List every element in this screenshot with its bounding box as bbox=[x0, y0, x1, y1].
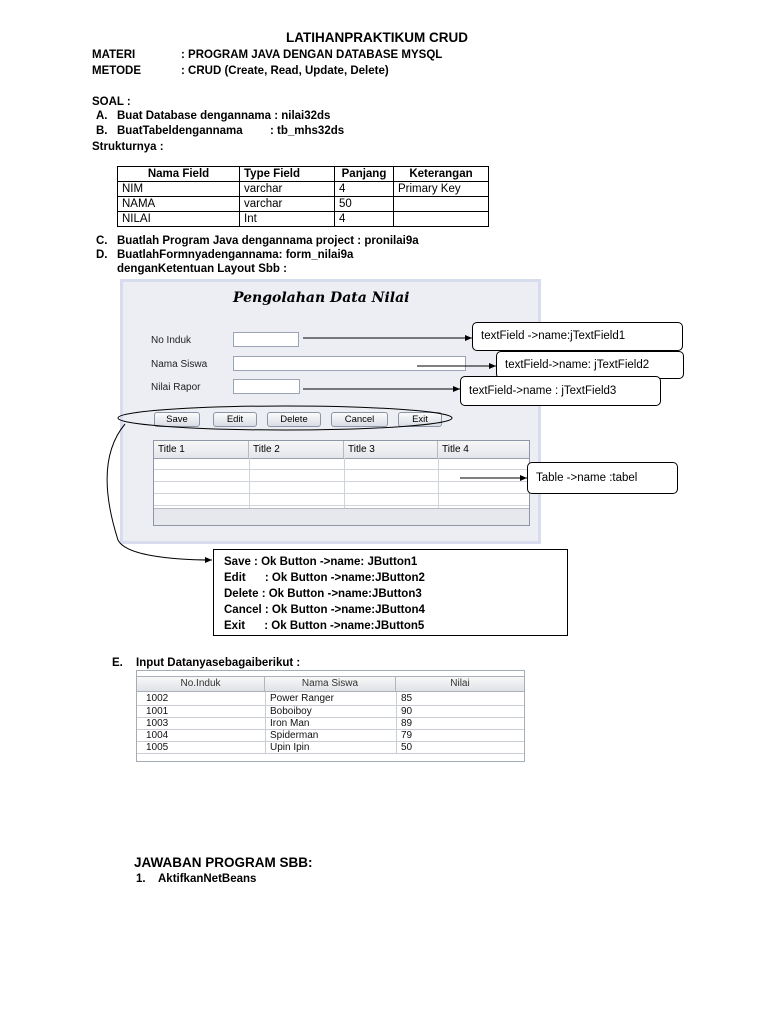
column-header[interactable]: Title 4 bbox=[442, 444, 469, 455]
data-table bbox=[136, 670, 525, 762]
table-cell: Iron Man bbox=[270, 718, 310, 729]
exit-button[interactable]: Exit bbox=[398, 412, 442, 427]
column-header[interactable]: Title 3 bbox=[344, 441, 438, 458]
row-divider bbox=[137, 705, 524, 706]
table-cell: 50 bbox=[335, 197, 394, 212]
cancel-button[interactable]: Cancel bbox=[331, 412, 388, 427]
jawaban-heading: JAWABAN PROGRAM SBB: bbox=[134, 855, 313, 870]
item-e-marker: E. bbox=[112, 657, 123, 669]
column-header: No.Induk bbox=[137, 677, 265, 691]
table-cell: 90 bbox=[401, 706, 413, 717]
table-cell: NAMA bbox=[118, 197, 240, 212]
table-cell: 1005 bbox=[146, 742, 169, 753]
struct-header: Keterangan bbox=[394, 167, 489, 182]
item-a-marker: A. bbox=[96, 110, 108, 122]
table-cell: varchar bbox=[240, 182, 335, 197]
item-d-text2: denganKetentuan Layout Sbb : bbox=[117, 263, 287, 275]
callout-button-line: Save : Ok Button ->name: JButton1 bbox=[224, 556, 418, 568]
label-nilai-rapor: Nilai Rapor bbox=[151, 382, 201, 393]
page-title: LATIHANPRAKTIKUM CRUD bbox=[286, 30, 468, 45]
table-cell: Spiderman bbox=[270, 730, 319, 741]
table-cell: 4 bbox=[335, 212, 394, 227]
column-header[interactable]: Title 1 bbox=[154, 441, 249, 458]
table-cell: 1001 bbox=[146, 706, 169, 717]
table-cell: Boboiboy bbox=[270, 706, 312, 717]
item-e-text: Input Datanyasebagaiberikut : bbox=[136, 657, 301, 669]
save-button[interactable]: Save bbox=[154, 412, 200, 427]
buttons-ellipse bbox=[118, 406, 452, 430]
callout-button-line: Delete : Ok Button ->name:JButton3 bbox=[224, 588, 422, 600]
step1-text: AktifkanNetBeans bbox=[158, 873, 257, 885]
arrow-buttons bbox=[107, 424, 212, 560]
callout-buttons bbox=[213, 549, 568, 636]
column-header: Nilai bbox=[450, 678, 470, 689]
callout-textfield2: textField->name: jTextField2 bbox=[496, 351, 684, 379]
callout-table: Table ->name :tabel bbox=[527, 462, 678, 494]
table-cell: 85 bbox=[401, 693, 413, 704]
table-cell: 4 bbox=[335, 182, 394, 197]
item-b-value: : tb_mhs32ds bbox=[270, 125, 345, 137]
row-divider bbox=[137, 753, 524, 754]
struct-header: Panjang bbox=[335, 167, 394, 182]
strukturnya-label: Strukturnya : bbox=[92, 141, 164, 153]
item-c-marker: C. bbox=[96, 235, 108, 247]
row-divider bbox=[137, 741, 524, 742]
table-cell: Power Ranger bbox=[270, 693, 334, 704]
table-cell: 50 bbox=[401, 742, 413, 753]
table-cell: Primary Key bbox=[394, 182, 489, 197]
struct-header: Type Field bbox=[240, 167, 335, 182]
table-cell: 79 bbox=[401, 730, 413, 741]
table-cell: 1003 bbox=[146, 718, 169, 729]
table-cell: 1002 bbox=[146, 693, 169, 704]
column-divider bbox=[396, 692, 397, 753]
label-nama-siswa: Nama Siswa bbox=[151, 359, 208, 370]
item-d-text: BuatlahFormnyadengannama: form_nilai9a bbox=[117, 249, 354, 261]
callout-button-line: Exit : Ok Button ->name:JButton5 bbox=[224, 620, 425, 632]
form-title: Pengolahan Data Nilai bbox=[233, 290, 410, 306]
table-cell: 1004 bbox=[146, 730, 169, 741]
step1-marker: 1. bbox=[136, 873, 146, 885]
column-header[interactable]: Title 2 bbox=[249, 441, 344, 458]
callout-textfield1: textField ->name:jTextField1 bbox=[472, 322, 683, 351]
item-b-text: BuatTabeldengannama bbox=[117, 125, 243, 137]
materi-label: MATERI bbox=[92, 49, 136, 61]
struct-header: Nama Field bbox=[118, 167, 240, 182]
table-cell: NIM bbox=[118, 182, 240, 197]
table-cell: Int bbox=[240, 212, 335, 227]
column-header: Nama Siswa bbox=[265, 677, 396, 691]
item-b-marker: B. bbox=[96, 125, 108, 137]
row-divider bbox=[137, 717, 524, 718]
item-d-marker: D. bbox=[96, 249, 108, 261]
materi-value: : PROGRAM JAVA DENGAN DATABASE MYSQL bbox=[181, 49, 443, 61]
metode-label: METODE bbox=[92, 65, 141, 77]
table-cell: NILAI bbox=[118, 212, 240, 227]
callout-button-line: Edit : Ok Button ->name:JButton2 bbox=[224, 572, 425, 584]
soal-heading: SOAL : bbox=[92, 96, 131, 108]
delete-button[interactable]: Delete bbox=[267, 412, 321, 427]
callout-button-line: Cancel : Ok Button ->name:JButton4 bbox=[224, 604, 425, 616]
table-cell: varchar bbox=[240, 197, 335, 212]
item-a-text: Buat Database dengannama : nilai32ds bbox=[117, 110, 331, 122]
table-cell: 89 bbox=[401, 718, 413, 729]
table-cell: Upin Ipin bbox=[270, 742, 310, 753]
callout-textfield3: textField->name : jTextField3 bbox=[460, 376, 661, 406]
row-divider bbox=[137, 729, 524, 730]
column-divider bbox=[265, 692, 266, 753]
item-c-text: Buatlah Program Java dengannama project : pronilai9a bbox=[117, 235, 419, 247]
edit-button[interactable]: Edit bbox=[213, 412, 257, 427]
metode-value: : CRUD (Create, Read, Update, Delete) bbox=[181, 65, 389, 77]
label-no-induk: No Induk bbox=[151, 335, 192, 346]
